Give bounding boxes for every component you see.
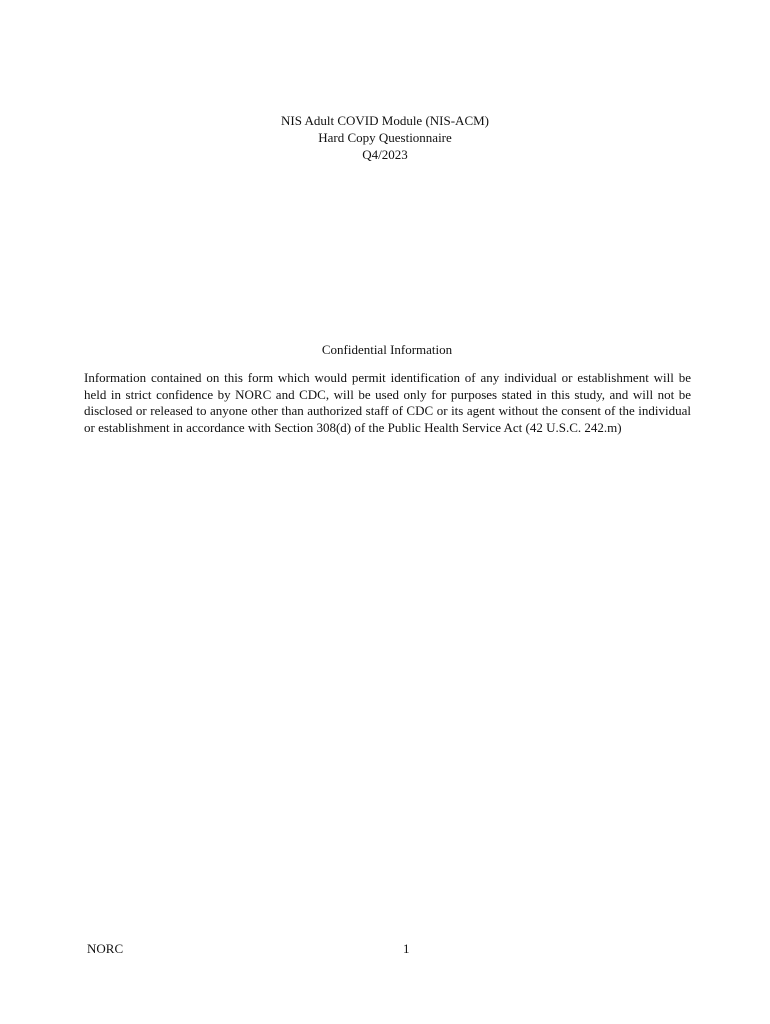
confidential-body: Information contained on this form which would permit identification of any individual or establishment will be held in strict confidence by NORC and CDC, will be used only for purposes stated in this study, and will not be disclosed or released to anyone other than authorized staff of CDC or its agent without the consent of the individual or establishment in accordance with Section 308(d) of the Public Health Service Act (42 U.S.C. 242.m) <box>84 370 691 435</box>
confidential-heading: Confidential Information <box>321 342 453 357</box>
footer-organization: NORC <box>87 941 124 956</box>
page-number: 1 <box>403 941 410 956</box>
document-title-block <box>0 112 770 163</box>
document-title: NIS Adult COVID Module (NIS-ACM) <box>281 113 489 128</box>
document-subtitle: Hard Copy Questionnaire <box>318 130 452 145</box>
document-period: Q4/2023 <box>362 147 408 162</box>
